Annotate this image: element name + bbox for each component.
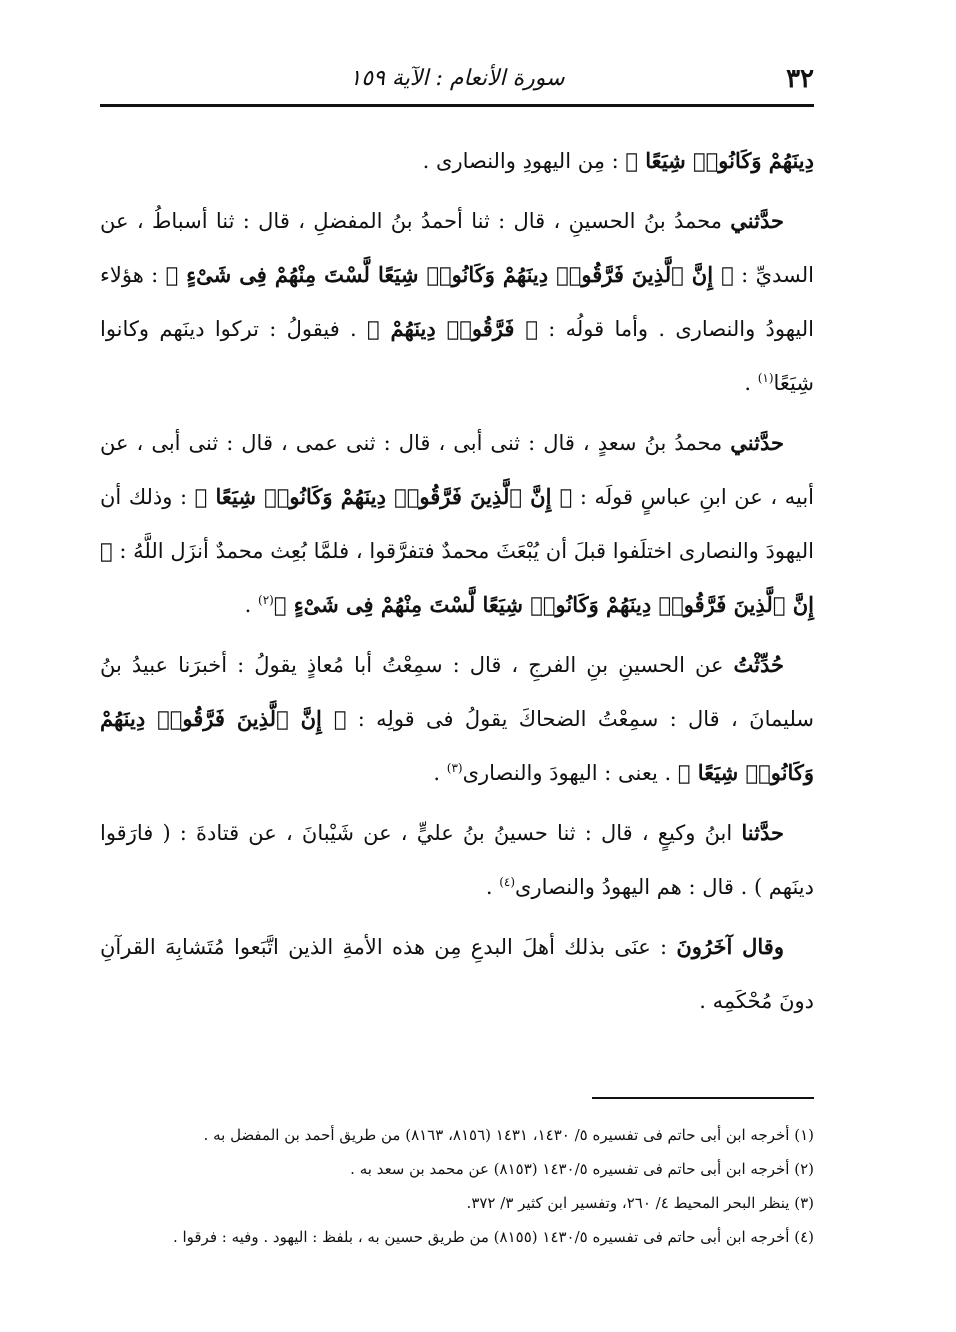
paragraph-5 <box>100 806 814 914</box>
running-title: سورة الأنعام : الآية ١٥٩ <box>349 66 565 91</box>
paragraph-lead-word: حدَّثني <box>730 208 784 233</box>
paragraph-text: محمدُ بنُ الحسينِ ، قال : ثنا أحمدُ بنُ المفضلِ ، قال : ثنا أسباطُ ، عن السديِّ : <box>100 209 814 287</box>
quran-quote: ﴿ إِنَّ ٱلَّذِينَ فَرَّقُوا۟ دِينَهُمْ وَكَانُوا۟ شِيَعًا لَّسْتَ مِنْهُمْ فِى شَىْءٍ ﴾ <box>165 262 734 287</box>
paragraph-lead-word: حُدِّثْتُ <box>733 652 784 677</box>
paragraph-end: . <box>744 371 758 395</box>
footnote-reference: (٢) <box>258 593 274 607</box>
paragraph-text: : هؤلاء اليهودُ والنصارى . وأما قولُه : <box>100 263 814 341</box>
footnote-reference: (١) <box>757 371 774 385</box>
footnote-2: (٢) أخرجه ابن أبى حاتم فى تفسيره ١٤٣٠/٥ (٨١٥٣) عن محمد بن سعد به . <box>350 1160 814 1178</box>
quran-quote: ﴿ إِنَّ ٱلَّذِينَ فَرَّقُوا۟ دِينَهُمْ وَكَانُوا۟ شِيَعًا ﴾ <box>194 484 573 509</box>
footnote-rule <box>592 1097 814 1099</box>
quran-quote: ﴿ إِنَّ ٱلَّذِينَ فَرَّقُوا۟ دِينَهُمْ وَكَانُوا۟ شِيَعًا ﴾ <box>100 706 814 785</box>
footnote-reference: (٣) <box>446 761 463 775</box>
paragraph-lead-word: وقال آخَرُونَ <box>676 934 784 959</box>
paragraph-end: . <box>485 875 500 899</box>
paragraph-text: ابنُ وكيعٍ ، قال : ثنا حسينُ بنُ عليٍّ ، عن شَيْبانَ ، عن قتادةَ : ( فارَقوا دينَهم ) . قال : هم اليهودُ والنصارى <box>100 821 814 899</box>
paragraph-text: : مِن اليهودِ والنصارى . <box>422 149 626 173</box>
paragraph-text: : وذلك أن اليهودَ والنصارى اختلَفوا قبلَ أن يُبْعَثَ محمدٌ فتفرَّقوا ، فلمَّا بُعِث محمدٌ أنزَل اللَّهُ : <box>100 485 815 563</box>
paragraph-1 <box>100 134 814 188</box>
footnotes <box>100 1118 814 1254</box>
quran-quote: ﴿ إِنَّ ٱلَّذِينَ فَرَّقُوا۟ دِينَهُمْ وَكَانُوا۟ شِيَعًا لَّسْتَ مِنْهُمْ فِى شَىْءٍ ﴾ <box>100 538 814 617</box>
paragraph-3 <box>100 416 814 632</box>
paragraph-4 <box>100 638 814 800</box>
paragraph-text: . يعنى : اليهودَ والنصارى <box>462 761 678 785</box>
paragraph-lead-word: حدَّثنا <box>741 820 784 845</box>
page-header <box>100 56 814 104</box>
paragraph-lead-word: حدَّثني <box>730 430 784 455</box>
footnote-1: (١) أخرجه ابن أبى حاتم فى تفسيره ٥/ ١٤٣٠، ١٤٣١ (٨١٥٦، ٨١٦٣) من طريق أحمد بن المفضل به . <box>203 1126 814 1144</box>
page-number: ٣٢ <box>786 64 814 94</box>
footnote-reference: (٤) <box>499 875 516 889</box>
paragraph-end: . <box>433 761 447 785</box>
paragraph-text: : عنَى بذلك أهلَ البدعِ مِن هذه الأمةِ الذين اتَّبَعوا مُتَشابِهَ القرآنِ دونَ مُحْكَمِه . <box>100 935 814 1013</box>
header-rule <box>100 104 814 107</box>
paragraph-text: عن الحسينِ بنِ الفرجِ ، قال : سمِعْتُ أبا مُعاذٍ يقولُ : أخبرَنا عبيدُ بنُ سليمانَ ، قال : سمِعْتُ الضحاكَ يقولُ فى قولِه : <box>100 653 814 731</box>
main-text <box>100 134 814 1034</box>
quran-quote: ﴿ فَرَّقُوا۟ دِينَهُمْ ﴾ <box>367 316 538 341</box>
paragraph-end: . <box>244 593 259 617</box>
footnote-3: (٣) ينظر البحر المحيط ٤/ ٢٦٠، وتفسير ابن كثير ٣/ ٣٧٢. <box>466 1194 814 1212</box>
footnote-4: (٤) أخرجه ابن أبى حاتم فى تفسيره ١٤٣٠/٥ (٨١٥٥) من طريق حسين به ، بلفظ : اليهود . وفيه : فرقوا . <box>172 1228 814 1246</box>
paragraph-text: . فيقولُ : تركوا دينَهم وكانوا شِيَعًا <box>100 317 814 395</box>
paragraph-6 <box>100 920 814 1028</box>
quran-quote: دِينَهُمْ وَكَانُوا۟ شِيَعًا ﴾ <box>625 148 814 173</box>
paragraph-2 <box>100 194 814 410</box>
paragraph-text: محمدُ بنُ سعدٍ ، قال : ثنى أبى ، قال : ثنى عمى ، قال : ثنى أبى ، عن أبيه ، عن ابنِ عباسٍ قولَه : <box>100 431 815 509</box>
